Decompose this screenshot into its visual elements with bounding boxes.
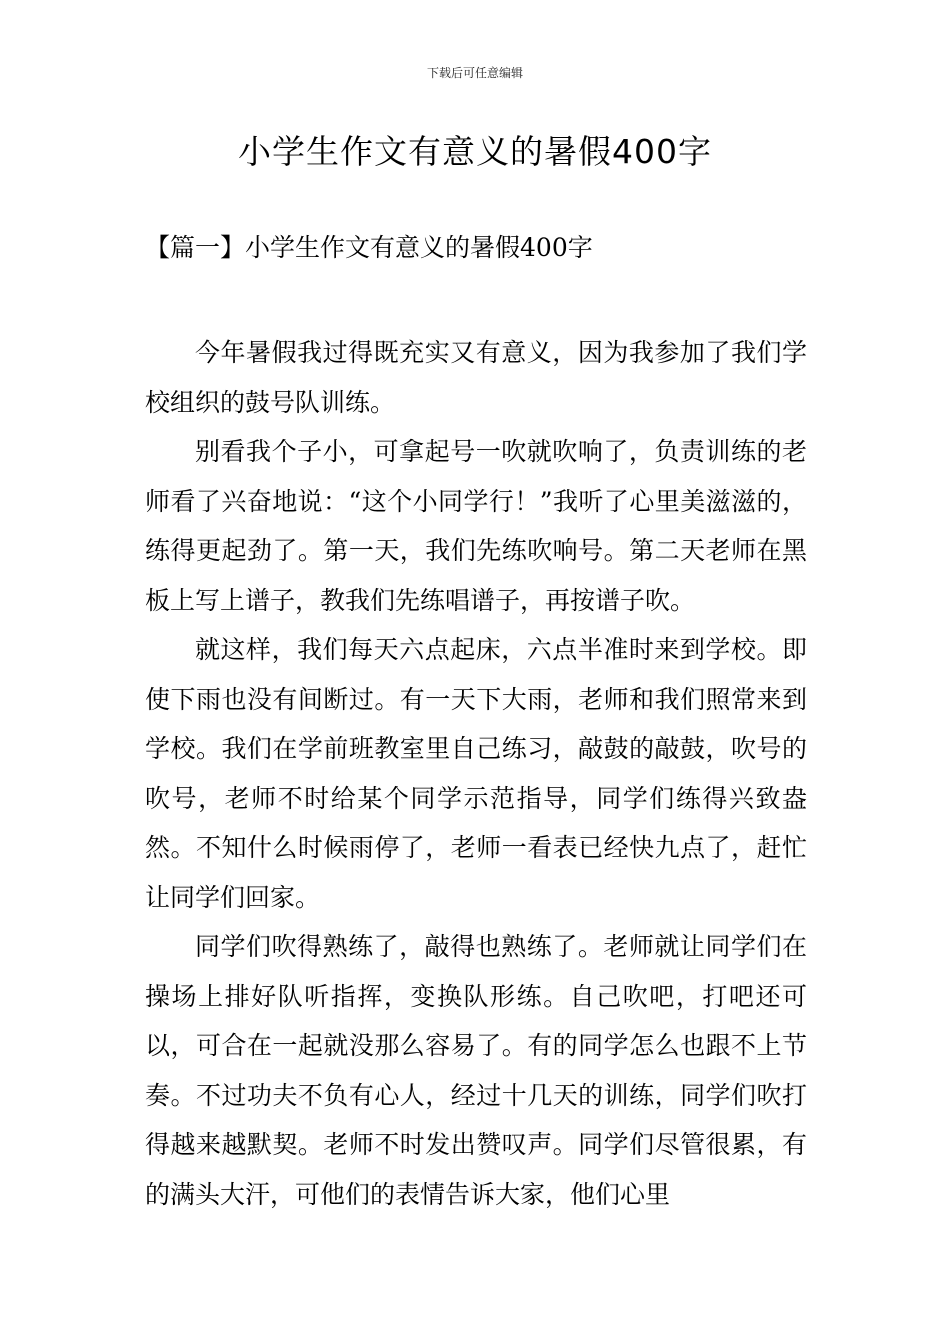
document-title: 小学生作文有意义的暑假400字 (238, 132, 712, 171)
page-header-note: 下载后可任意编辑 (426, 66, 523, 80)
section-heading: 【篇一】小学生作文有意义的暑假400字 (145, 233, 593, 262)
paragraph-1: 今年暑假我过得既充实又有意义，因为我参加了我们学校组织的鼓号队训练。 (145, 338, 807, 417)
document-body (145, 328, 807, 1219)
paragraph-3: 就这样，我们每天六点起床，六点半准时来到学校。即使下雨也没有间断过。有一天下大雨，老师和我们照常来到学校。我们在学前班教室里自己练习，敲鼓的敲鼓，吹号的吹号，老师不时给某个同学示范指导，同学们练得兴致盎然。不知什么时候雨停了，老师一看表已经快九点了，赶忙让同学们回家。 (145, 635, 807, 912)
paragraph-4: 同学们吹得熟练了，敲得也熟练了。老师就让同学们在操场上排好队听指挥，变换队形练。自己吹吧，打吧还可以，可合在一起就没那么容易了。有的同学怎么也跟不上节奏。不过功夫不负有心人，经过十几天的训练，同学们吹打得越来越默契。老师不时发出赞叹声。同学们尽管很累，有的满头大汗，可他们的表情告诉大家，他们心里 (145, 932, 807, 1209)
paragraph-2: 别看我个子小，可拿起号一吹就吹响了，负责训练的老师看了兴奋地说：“这个小同学行！”我听了心里美滋滋的，练得更起劲了。第一天，我们先练吹响号。第二天老师在黑板上写上谱子，教我们先练唱谱子，再按谱子吹。 (145, 437, 807, 615)
